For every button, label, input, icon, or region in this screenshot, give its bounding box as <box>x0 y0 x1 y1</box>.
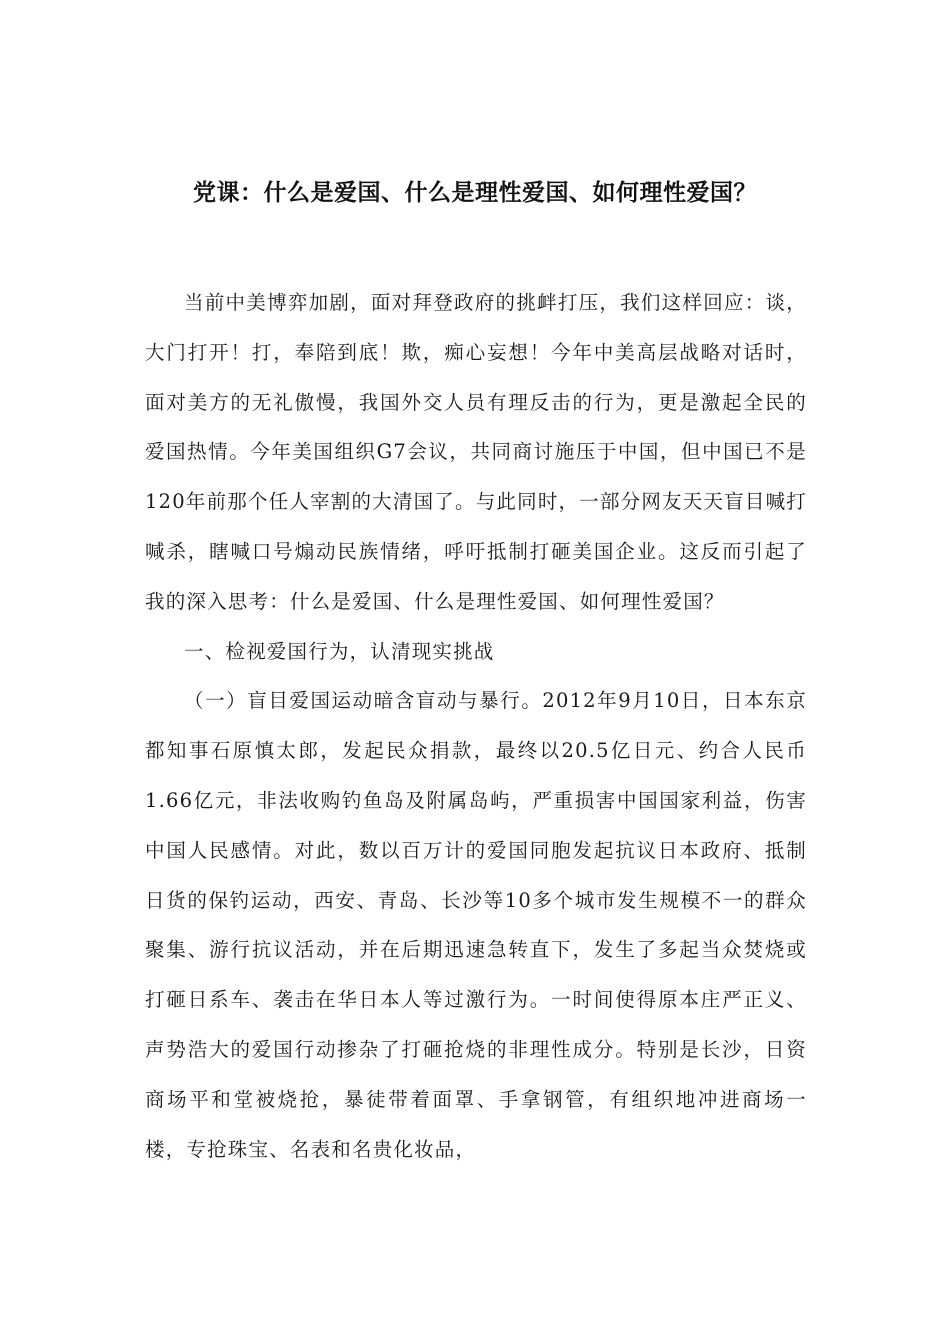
paragraph-subsection-1: （一）盲目爱国运动暗含盲动与暴行。2012年9月10日，日本东京都知事石原慎太郎，发起民众捐款，最终以20.5亿日元、约合人民币1.66亿元，非法收购钓鱼岛及附属岛屿，严重损害中国国家利益，伤害中国人民感情。对此，数以百万计的爱国同胞发起抗议日本政府、抵制日货的保钓运动，西安、青岛、长沙等10多个城市发生规模不一的群众聚集、游行抗议活动，并在后期迅速急转直下，发生了多起当众焚烧或打砸日系车、袭击在华日本人等过激行为。一时间使得原本庄严正义、声势浩大的爱国行动掺杂了打砸抢烧的非理性成分。特别是长沙，日资商场平和堂被烧抢，暴徒带着面罩、手拿钢管，有组织地冲进商场一楼，专抢珠宝、名表和名贵化妆品， <box>145 689 807 1161</box>
document-body <box>145 278 807 1174</box>
document-title: 党课：什么是爱国、什么是理性爱国、如何理性爱国？ <box>193 180 757 207</box>
paragraph-intro: 当前中美博弈加剧，面对拜登政府的挑衅打压，我们这样回应：谈，大门打开！打，奉陪到底！欺，痴心妄想！今年中美高层战略对话时，面对美方的无礼傲慢，我国外交人员有理反击的行为，更是激起全民的爱国热情。今年美国组织G7会议，共同商讨施压于中国，但中国已不是120年前那个任人宰割的大清国了。与此同时，一部分网友天天盲目喊打喊杀，瞎喊口号煽动民族情绪，呼吁抵制打砸美国企业。这反而引起了我的深入思考：什么是爱国、什么是理性爱国、如何理性爱国？ <box>145 291 807 613</box>
section-heading: 一、检视爱国行为，认清现实挑战 <box>184 639 495 663</box>
